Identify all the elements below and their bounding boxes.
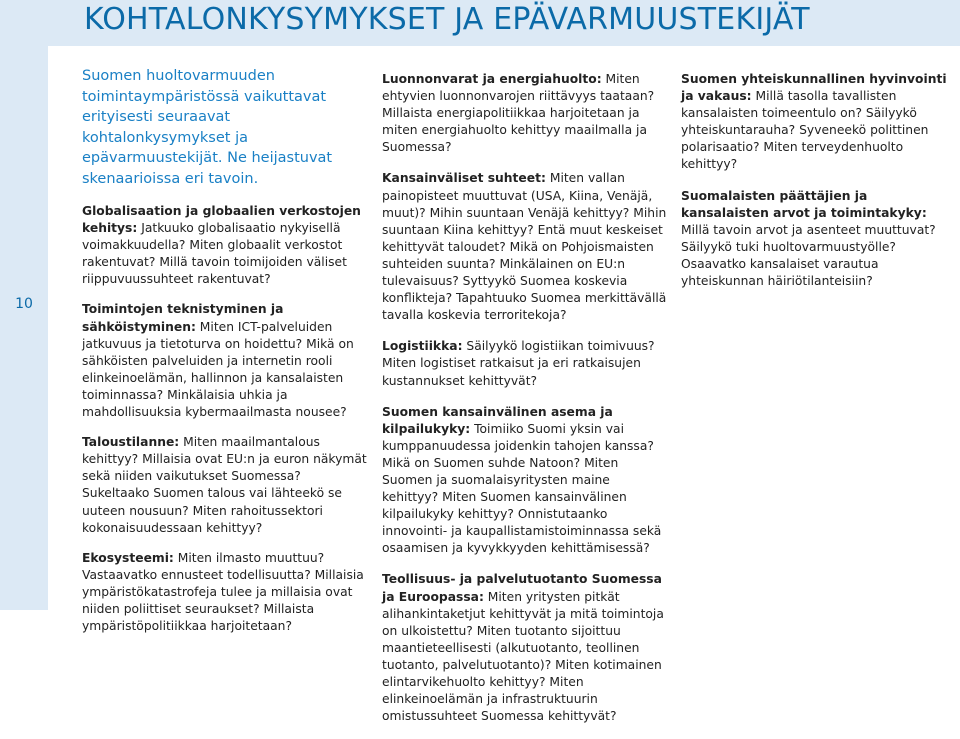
section-values [681, 188, 956, 291]
intro-text: Suomen huoltovarmuuden toimintaympäristössä vaikuttavat erityisesti seuraavat kohtalonkysymykset ja epävarmuustekijät. Ne heijastuvat skenaarioissa eri tavoin. [82, 68, 333, 187]
section-body: Miten maailmantalous kehittyy? Millaisia ovat EU:n ja euron näkymät sekä niiden vaikutukset Suomessa? Sukeltaako Suomen talous vai lähteekö se uuteen nousuun? Miten rahoitussektori kokonaisuudessaan kehittyy? [82, 435, 367, 535]
column-2 [382, 71, 667, 739]
section-globalisation [82, 203, 372, 288]
section-body: Säilyykö logistiikan toimivuus? Miten logistiset ratkaisut ja eri ratkaisujen kustannukset kehittyvät? [382, 339, 655, 388]
section-lead: Taloustilanne: [82, 435, 180, 450]
side-tab [0, 46, 48, 610]
section-wellbeing [681, 71, 956, 174]
column-3 [681, 71, 956, 304]
page-number: 10 [15, 296, 33, 312]
section-body: Millä tavoin arvot ja asenteet muuttuvat? Säilyykö tuki huoltovarmuustyölle? Osaavatko kansalaiset varautua yhteiskunnan häiriötilanteisiin? [681, 222, 936, 289]
section-body: Jatkuuko globalisaatio nykyisellä voimakkuudella? Miten globaalit verkostot rakentuvat? Millä tavoin toimijoiden väliset riippuvuussuhteet rakentuvat? [82, 221, 347, 287]
section-lead: Teollisuus- ja palvelutuotanto Suomessa ja Euroopassa: [382, 572, 662, 604]
section-production [382, 571, 667, 725]
section-lead: Ekosysteemi: [82, 550, 174, 565]
section-logistics [382, 338, 667, 389]
section-lead: Toimintojen teknistyminen ja sähköistyminen: [82, 302, 284, 334]
section-lead: Logistiikka: [382, 339, 463, 354]
section-lead: Suomalaisten päättäjien ja kansalaisten arvot ja toimintakyky: [681, 188, 927, 220]
section-technology [82, 301, 372, 421]
section-body: Millä tasolla tavallisten kansalaisten toimeentulo on? Säilyykö yhteiskuntarauha? Syveneekö polittinen polarisaatio? Miten terveydenhuolto kehittyy? [681, 89, 929, 172]
section-lead: Suomen kansainvälinen asema ja kilpailukyky: [382, 404, 613, 436]
section-ecosystem [82, 550, 372, 635]
section-body: Miten ilmasto muuttuu? Vastaavatko ennusteet todellisuutta? Millaisia ympäristökatastrofeja tulee ja millaisia ovat niiden poliittiset seuraukset? Millaista ympäristöpolitiikkaa harjoitetaan? [82, 550, 364, 634]
column-1 [82, 66, 372, 648]
section-body: Miten ICT-palveluiden jatkuvuus ja tietoturva on hoidettu? Mikä on sähköisten palveluiden ja internetin rooli elinkeinoelämän, hallinnon ja kansalaisten toiminnassa? Minkälaisia uhkia ja mahdollisuuksia kybermaailmasta nousee? [82, 319, 354, 420]
page-title: KOHTALONKYSYMYKSET JA EPÄVARMUUSTEKIJÄT [84, 2, 810, 37]
section-body: Toimiiko Suomi yksin vai kumppanuudessa joidenkin tahojen kanssa? Mikä on Suomen suhde Natoon? Miten Suomen ja suomalaisyritysten maine kehittyy? Miten Suomen kansainvälinen kilpailukyky kehittyy? Onnistutaanko innovointi- ja kaupallistamistoiminnassa sekä osaamisen ja kyvykkyyden kehittämisessä? [382, 421, 662, 556]
section-body: Miten yritysten pitkät alihankintaketjut kehittyvät ja mitä toimintoja on ulkoistettu? Miten tuotanto sijoittuu maantieteellisesti (alkutuotanto, teollinen tuotanto, palvelutuotanto)? Miten kotimainen elintarvikehuolto kehittyy? Miten elinkeinoelämän ja infrastruktuurin omistussuhteet Suomessa kehittyvät? [382, 589, 664, 724]
section-competitiveness [382, 404, 667, 558]
section-lead: Luonnonvarat ja energiahuolto: [382, 72, 602, 86]
section-lead: Globalisaation ja globaalien verkostojen kehitys: [82, 204, 361, 236]
section-lead: Suomen yhteiskunnallinen hyvinvointi ja vakaus: [681, 72, 947, 104]
section-body: Miten vallan painopisteet muuttuvat (USA, Kiina, Venäjä, muut)? Mihin suuntaan Venäjä kehittyy? Mihin suuntaan Kiina kehittyy? Entä muut keskeiset kehittyvät taloudet? Mikä on Pohjoismaisten suhteiden suunta? Minkälainen on EU:n tulevaisuus? Syttyykö Suomea koskevia konflikteja? Tapahtuuko Suomea merkittävällä tavalla koskevia terroritekoja? [382, 171, 667, 323]
section-economy [82, 434, 372, 537]
section-body: Miten ehtyvien luonnonvarojen riittävyys taataan? Millaista energiapolitiikkaa harjoitetaan ja miten energiahuolto kehittyy maailmalla ja Suomessa? [382, 72, 655, 155]
section-resources [382, 71, 667, 156]
section-lead: Kansainväliset suhteet: [382, 171, 546, 186]
section-international-relations [382, 170, 667, 324]
